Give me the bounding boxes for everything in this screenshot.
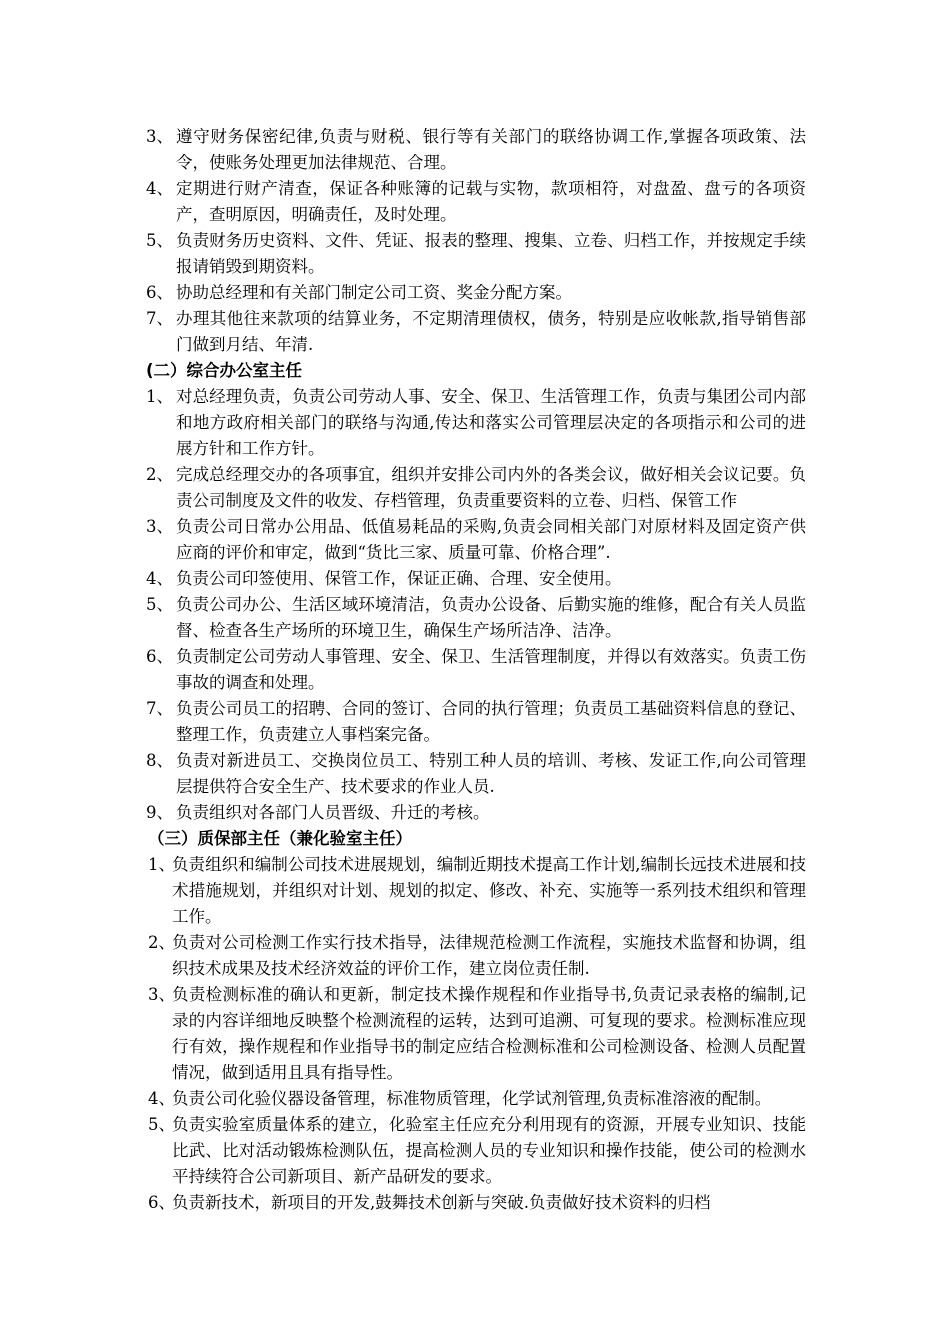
item-number: 2、 <box>146 465 173 484</box>
list-item <box>146 280 806 306</box>
list-item <box>146 566 806 592</box>
document-body <box>146 124 806 1216</box>
item-text: 负责公司印签使用、保管工作，保证正确、合理、安全使用。 <box>176 569 622 588</box>
section-heading: （三）质保部主任（兼化验室主任） <box>148 829 412 848</box>
item-number: 3、 <box>146 517 173 536</box>
item-number: 6、 <box>148 1193 175 1212</box>
item-text: 定期进行财产清查，保证各种账簿的记载与实物，款项相符，对盘盈、盘亏的各项资产，查明原因，明确责任，及时处理。 <box>176 179 806 224</box>
list-item <box>146 930 806 982</box>
list-item <box>146 982 806 1086</box>
item-number: 1、 <box>146 387 173 406</box>
section-heading: (二）综合办公室主任 <box>146 361 303 380</box>
item-text: 负责检测标准的确认和更新，制定技术操作规程和作业指导书,负责记录表格的编制,记录的内容详细地反映整个检测流程的运转，达到可追溯、可复现的要求。检测标准应现行有效，操作规程和作业指导书的制定应结合检测标准和公司检测设备、检测人员配置情况，做到适用且具有指导性。 <box>172 985 806 1082</box>
item-number: 3、 <box>146 127 173 146</box>
item-text: 负责对公司检测工作实行技术指导，法律规范检测工作流程，实施技术监督和协调，组织技术成果及技术经济效益的评价工作，建立岗位责任制. <box>172 933 806 978</box>
item-number: 4、 <box>146 569 173 588</box>
list-item <box>146 124 806 176</box>
item-text: 负责实验室质量体系的建立，化验室主任应充分利用现有的资源，开展专业知识、技能比武、比对活动锻炼检测队伍，提高检测人员的专业知识和操作技能，使公司的检测水平持续符合公司新项目、新产品研发的要求。 <box>172 1115 806 1186</box>
list-item <box>146 306 806 358</box>
item-number: 8、 <box>146 751 173 770</box>
list-item <box>146 1086 806 1112</box>
list-item <box>146 228 806 280</box>
item-number: 3、 <box>148 985 175 1004</box>
item-text: 负责对新进员工、交换岗位员工、特别工种人员的培训、考核、发证工作,向公司管理层提供符合安全生产、技术要求的作业人员. <box>176 751 806 796</box>
item-text: 负责公司化验仪器设备管理，标准物质管理，化学试剂管理,负责标准溶液的配制。 <box>172 1089 772 1108</box>
item-text: 负责公司办公、生活区域环境清洁，负责办公设备、后勤实施的维修，配合有关人员监督、检查各生产场所的环境卫生，确保生产场所洁净、洁净。 <box>176 595 806 640</box>
item-text: 负责公司日常办公用品、低值易耗品的采购,负责会同相关部门对原材料及固定资产供应商的评价和审定，做到“货比三家、质量可靠、价格合理”. <box>176 517 806 562</box>
list-item <box>146 462 806 514</box>
list-item <box>146 852 806 930</box>
item-text: 完成总经理交办的各项事宜，组织并安排公司内外的各类会议，做好相关会议记要。负责公司制度及文件的收发、存档管理，负责重要资料的立卷、归档、保管工作 <box>176 465 806 510</box>
item-text: 负责组织对各部门人员晋级、升迁的考核。 <box>176 803 490 822</box>
item-number: 6、 <box>146 647 173 666</box>
item-text: 对总经理负责，负责公司劳动人事、安全、保卫、生活管理工作，负责与集团公司内部和地方政府相关部门的联络与沟通,传达和落实公司管理层决定的各项指示和公司的进展方针和工作方针。 <box>176 387 806 458</box>
item-text: 负责制定公司劳动人事管理、安全、保卫、生活管理制度，并得以有效落实。负责工伤事故的调查和处理。 <box>176 647 806 692</box>
item-number: 4、 <box>146 179 173 198</box>
list-item <box>146 800 806 826</box>
item-number: 4、 <box>148 1089 175 1108</box>
item-number: 2、 <box>148 933 175 952</box>
item-number: 5、 <box>148 1115 175 1134</box>
item-number: 9、 <box>146 803 173 822</box>
item-text: 协助总经理和有关部门制定公司工资、奖金分配方案。 <box>176 283 572 302</box>
list-item <box>146 514 806 566</box>
item-text: 负责公司员工的招聘、合同的签订、合同的执行管理；负责员工基础资料信息的登记、整理工作，负责建立人事档案完备。 <box>176 699 806 744</box>
item-text: 负责财务历史资料、文件、凭证、报表的整理、搜集、立卷、归档工作，并按规定手续报请销毁到期资料。 <box>176 231 806 276</box>
list-item <box>146 592 806 644</box>
list-item <box>146 1190 806 1216</box>
list-item <box>146 176 806 228</box>
list-item <box>146 644 806 696</box>
item-number: 6、 <box>146 283 173 302</box>
list-item <box>146 748 806 800</box>
item-text: 负责组织和编制公司技术进展规划，编制近期技术提高工作计划,编制长远技术进展和技术措施规划，并组织对计划、规划的拟定、修改、补充、实施等一系列技术组织和管理工作。 <box>172 855 806 926</box>
item-number: 7、 <box>146 309 173 328</box>
item-text: 负责新技术，新项目的开发,鼓舞技术创新与突破.负责做好技术资料的归档 <box>172 1193 711 1212</box>
item-text: 遵守财务保密纪律,负责与财税、银行等有关部门的联络协调工作,掌握各项政策、法令，使账务处理更加法律规范、合理。 <box>176 127 806 172</box>
list-item <box>146 696 806 748</box>
item-number: 7、 <box>146 699 173 718</box>
list-item <box>146 384 806 462</box>
item-number: 1、 <box>148 855 175 874</box>
item-number: 5、 <box>146 595 173 614</box>
list-item <box>146 1112 806 1190</box>
item-text: 办理其他往来款项的结算业务，不定期清理债权，债务，特别是应收帐款,指导销售部门做到月结、年清. <box>176 309 806 354</box>
item-number: 5、 <box>146 231 173 250</box>
